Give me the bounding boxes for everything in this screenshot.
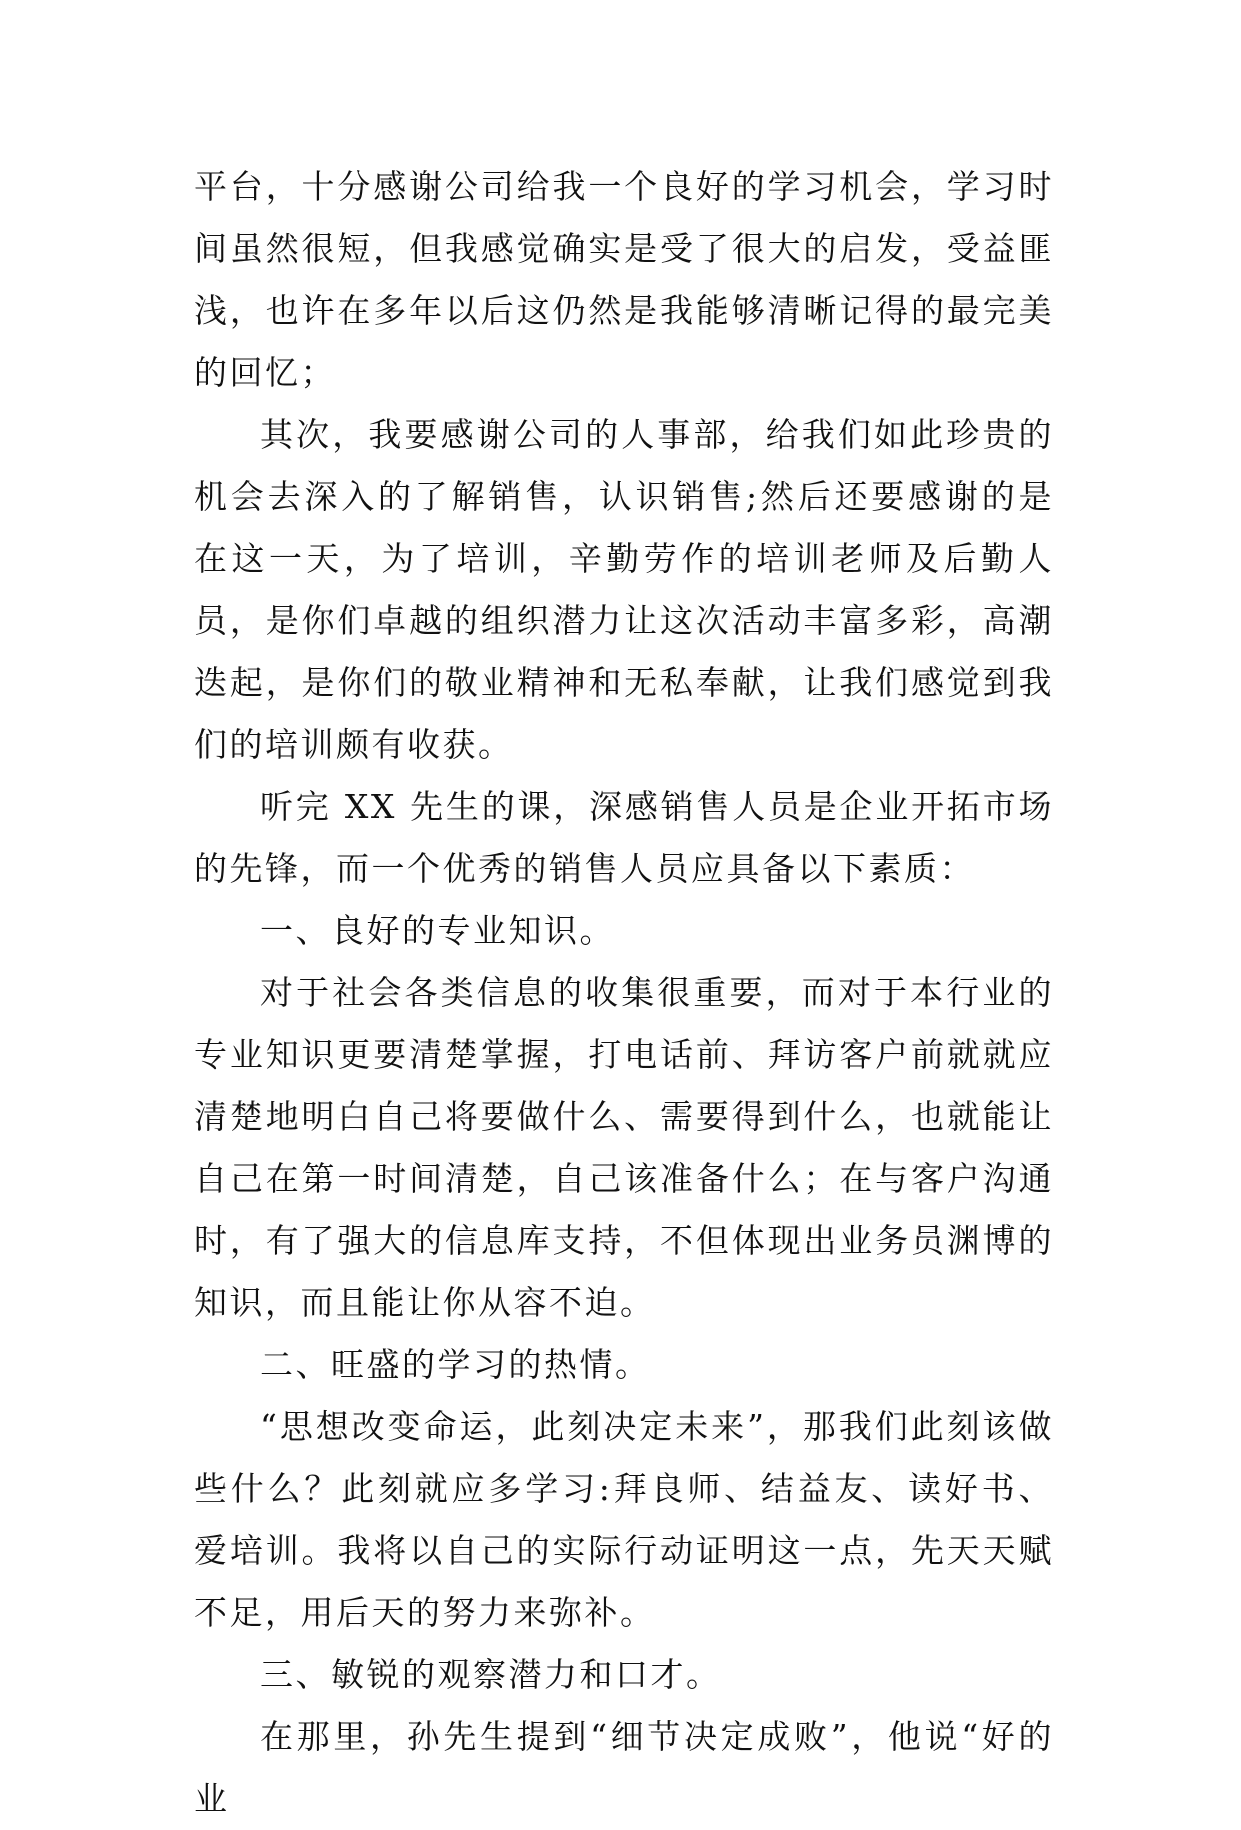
paragraph-learning-passion: “思想改变命运，此刻决定未来”，那我们此刻该做些什么？此刻就应多学习:拜良师、结益友、读好书、爱培训。我将以自己的实际行动证明这一点，先天天赋不足，用后天的努力来弥补。 bbox=[194, 1407, 1054, 1632]
paragraph-professional-knowledge: 对于社会各类信息的收集很重要，而对于本行业的专业知识更要清楚掌握，打电话前、拜访客户前就就应清楚地明白自己将要做什么、需要得到什么，也就能让自己在第一时间清楚，自己该准备什么；在与客户沟通时，有了强大的信息库支持，不但体现出业务员渊博的知识，而且能让你从容不迫。 bbox=[194, 973, 1054, 1322]
paragraph-continuation: 平台，十分感谢公司给我一个良好的学习机会，学习时间虽然很短，但我感觉确实是受了很大的启发，受益匪浅，也许在多年以后这仍然是我能够清晰记得的最完美的回忆； bbox=[194, 167, 1054, 392]
section-heading-learning-passion: 二、旺盛的学习的热情。 bbox=[260, 1345, 651, 1384]
paragraph-sales-qualities-intro: 听完 XX 先生的课，深感销售人员是企业开拓市场的先锋，而一个优秀的销售人员应具备以下素质： bbox=[194, 787, 1054, 888]
document-body bbox=[194, 156, 1054, 1830]
paragraph-gratitude-hr: 其次，我要感谢公司的人事部，给我们如此珍贵的机会去深入的了解销售，认识销售;然后还要感谢的是在这一天，为了培训，辛勤劳作的培训老师及后勤人员，是你们卓越的组织潜力让这次活动丰富多彩，高潮迭起，是你们的敬业精神和无私奉献，让我们感觉到我们的培训颇有收获。 bbox=[194, 415, 1054, 764]
section-heading-observation-eloquence: 三、敏锐的观察潜力和口才。 bbox=[260, 1655, 722, 1694]
section-heading-professional-knowledge: 一、良好的专业知识。 bbox=[260, 911, 615, 950]
paragraph-details-matter: 在那里，孙先生提到“细节决定成败”，他说“好的业 bbox=[194, 1717, 1054, 1818]
